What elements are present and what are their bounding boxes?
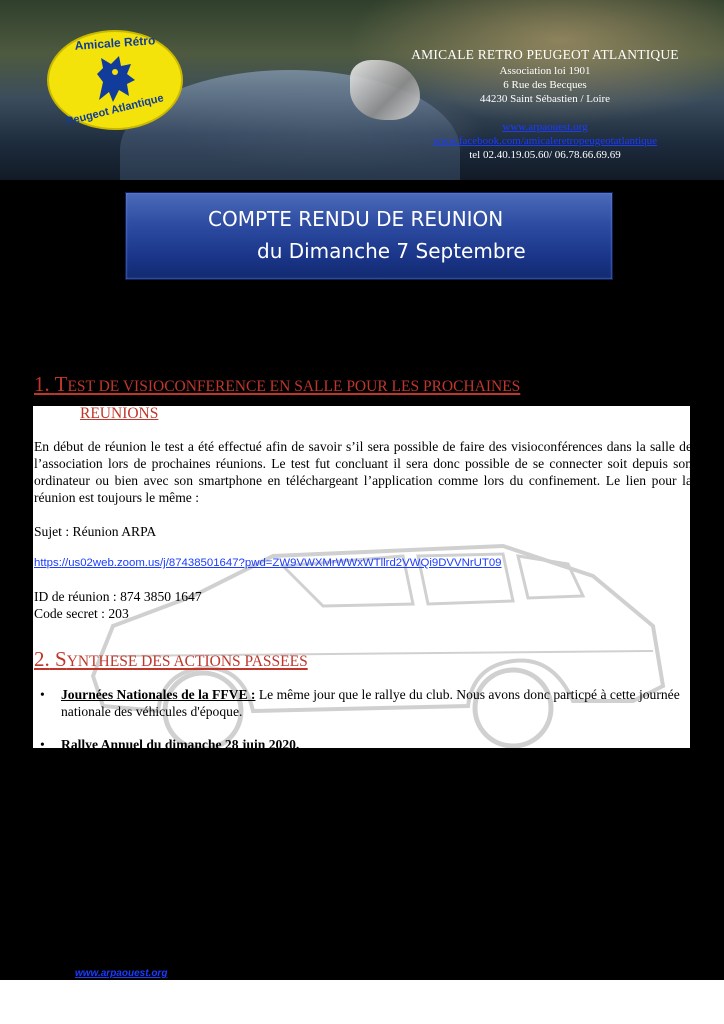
association-type: Association loi 1901 [499, 65, 591, 77]
bullet-icon: • [40, 737, 45, 752]
report-title: COMPTE RENDU DE REUNION [208, 207, 504, 231]
section-1-number: 1. [34, 372, 50, 396]
logo-top-text: Amicale Rétro [74, 33, 156, 53]
meeting-subject: Sujet : Réunion ARPA [34, 524, 157, 539]
section-1-initial: T [54, 372, 68, 396]
logo-bottom-text: Peugeot Atlantique [65, 92, 165, 128]
section-2-title: YNTHESE DES ACTIONS PASSEES [66, 653, 308, 670]
section-2-number: 2. [34, 647, 50, 671]
list-item-text [61, 736, 691, 753]
association-info [390, 48, 700, 162]
website-link[interactable]: www.arpaouest.org [502, 121, 588, 133]
list-item-body: Le même jour que le rallye du club. Nous avons donc particpé à cette journée nationale des véhicules d'époque. [61, 687, 680, 719]
club-logo [47, 30, 183, 130]
list-item-title: Journées Nationales de la FFVE : [61, 687, 256, 702]
facebook-link[interactable]: www.facebook.com/amicaleretropeugeotatlantique [432, 135, 658, 147]
phone-number: tel 02.40.19.05.60/ 06.78.66.69.69 [469, 149, 621, 161]
list-item-text [61, 686, 691, 720]
meeting-code: Code secret : 203 [34, 606, 129, 621]
section-2-heading [34, 647, 308, 672]
header-banner [0, 0, 724, 180]
section-1-heading-continued: REUNIONS [80, 405, 159, 422]
footer-website-link[interactable]: www.arpaouest.org [75, 968, 168, 979]
report-title-box [125, 192, 613, 280]
association-name: AMICALE RETRO PEUGEOT ATLANTIQUE [411, 47, 679, 62]
section-2-initial: S [55, 647, 67, 671]
meeting-id: ID de réunion : 874 3850 1647 [34, 589, 202, 604]
meeting-credentials [34, 588, 202, 622]
section-1-heading [34, 372, 520, 397]
report-date: du Dimanche 7 Septembre [257, 239, 526, 263]
list-item-title: Rallye Annuel du dimanche 28 juin 2020. [61, 737, 300, 752]
address-street: 6 Rue des Becques [503, 79, 587, 91]
section-1-paragraph: En début de réunion le test a été effectué afin de savoir s’il sera possible de faire des visioconférences dans la salle de l’association lors de prochaines réunions. Le test fut concluant il sera donc possible de se connecter soit depuis son ordinateur ou bien avec son smartphone en téléchargeant l’application comme lors du confinement. Le lien pour la réunion est toujours le même : [34, 439, 692, 505]
zoom-meeting-link[interactable]: https://us02web.zoom.us/j/87438501647?pwd=ZW9VWXMrWWxWTllrd2VWQi9DVVNrUT09 [34, 557, 502, 569]
address-city: 44230 Saint Sébastien / Loire [479, 93, 611, 105]
footer-strip [0, 980, 724, 1024]
section-1-title: EST DE VISIOCONFERENCE EN SALLE POUR LES PROCHAINES [67, 378, 521, 395]
bullet-icon: • [40, 687, 45, 702]
